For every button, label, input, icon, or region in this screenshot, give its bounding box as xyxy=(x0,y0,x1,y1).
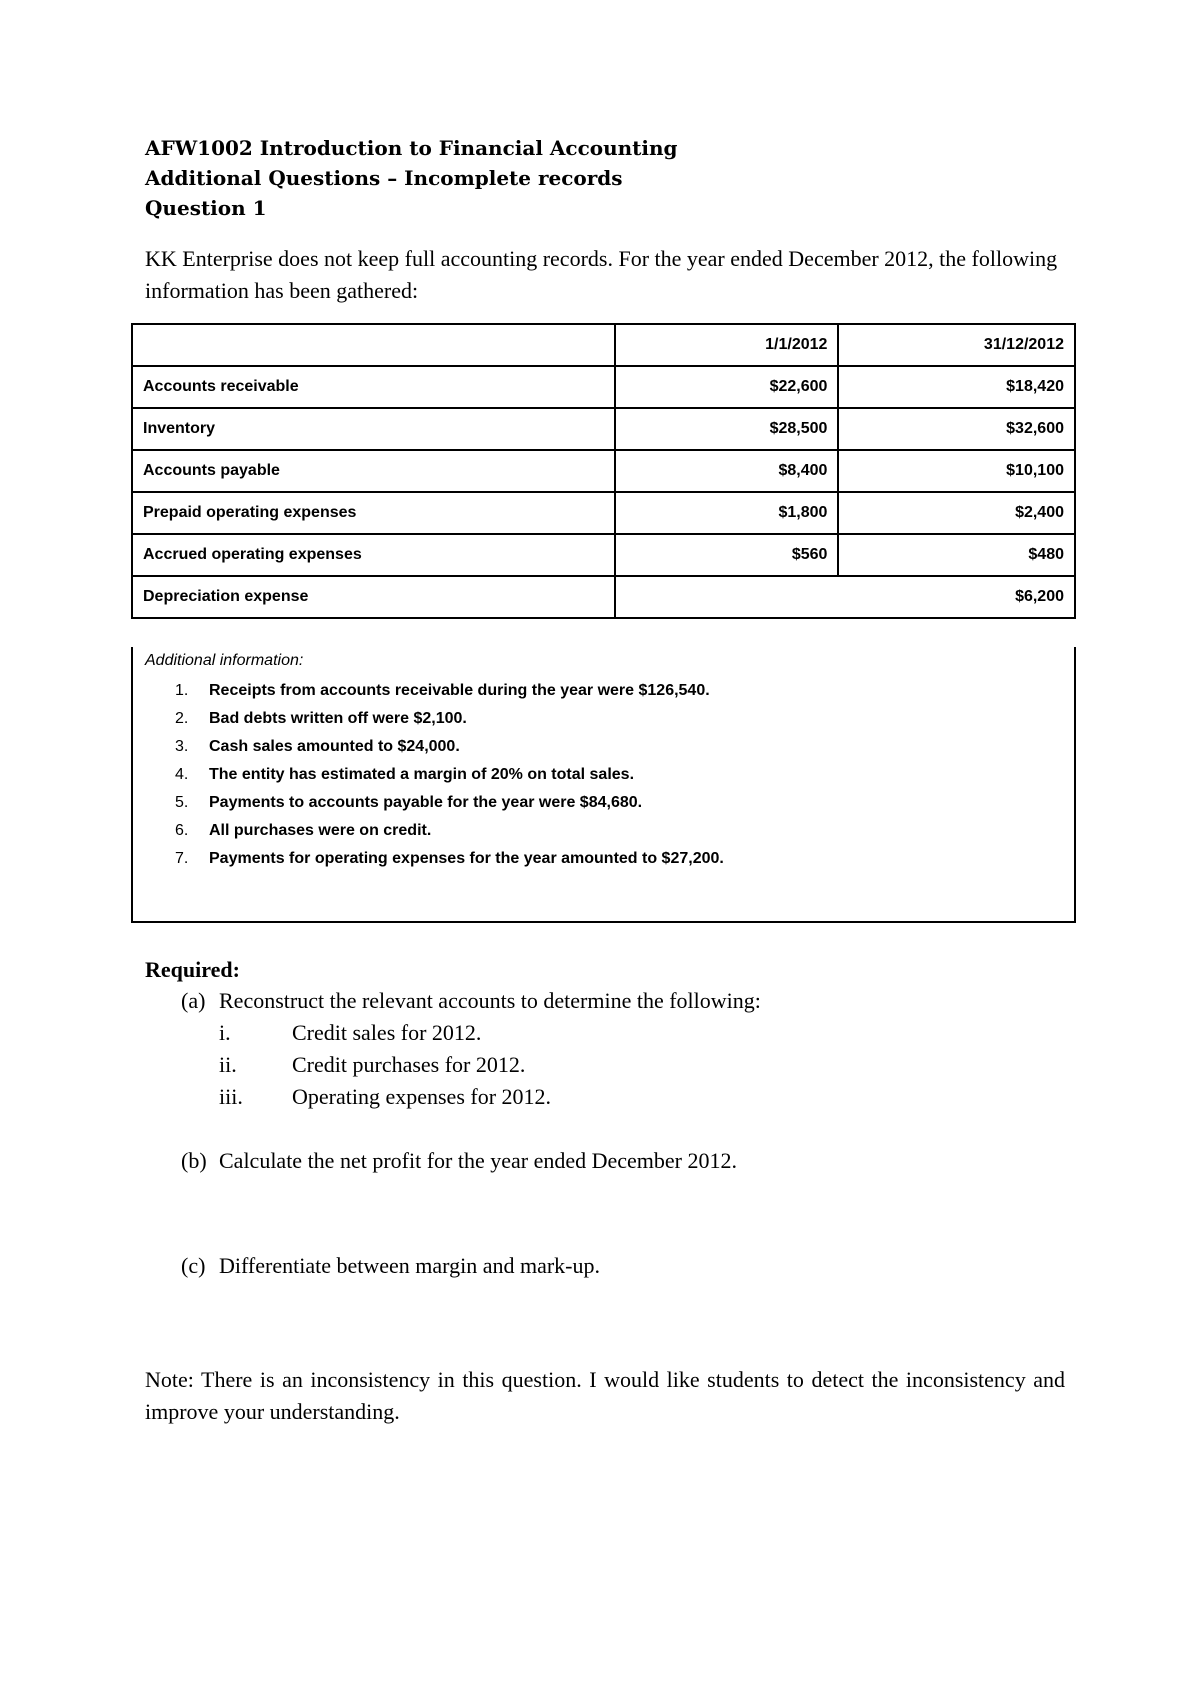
row-label: Depreciation expense xyxy=(132,576,615,618)
list-item xyxy=(175,677,724,705)
list-item xyxy=(219,1084,551,1110)
table-row xyxy=(132,576,1075,618)
list-item-text: Credit sales for 2012. xyxy=(292,1020,482,1045)
part-label: (a) xyxy=(181,988,206,1013)
list-item-number: 4. xyxy=(175,766,189,783)
part-text: Calculate the net profit for the year ended December 2012. xyxy=(219,1148,737,1173)
additional-info-box xyxy=(131,647,1076,923)
note-paragraph: Note: There is an inconsistency in this question. I would like students to detect the inconsistency and improve your understanding. xyxy=(145,1367,1065,1424)
list-item-text: Payments to accounts payable for the year were $84,680. xyxy=(209,794,643,811)
list-item-number: 5. xyxy=(175,794,189,811)
row-start-value: $8,400 xyxy=(615,450,839,492)
row-start-value: $22,600 xyxy=(615,366,839,408)
header-cell-end: 31/12/2012 xyxy=(838,324,1075,366)
intro-text: KK Enterprise does not keep full accounting records. For the year ended December 2012, the following information has been gathered: xyxy=(145,246,1058,303)
required-part-c xyxy=(181,1253,600,1279)
required-heading: Required: xyxy=(145,957,240,982)
row-end-value: $18,420 xyxy=(838,366,1075,408)
list-item xyxy=(175,789,724,817)
table-row xyxy=(132,492,1075,534)
list-item-number: 3. xyxy=(175,738,189,755)
row-label: Accounts payable xyxy=(132,450,615,492)
row-label: Accrued operating expenses xyxy=(132,534,615,576)
header-cell-blank xyxy=(132,324,615,366)
list-item-text: Credit purchases for 2012. xyxy=(292,1052,526,1077)
required-part-a xyxy=(181,988,761,1014)
additional-info-title: Additional information: xyxy=(145,652,304,669)
part-label: (c) xyxy=(181,1253,206,1278)
row-end-value: $480 xyxy=(838,534,1075,576)
list-item xyxy=(219,1020,481,1046)
table-row xyxy=(132,366,1075,408)
list-item-number: 2. xyxy=(175,710,189,727)
table-header-row xyxy=(132,324,1075,366)
list-item-text: Payments for operating expenses for the year amounted to $27,200. xyxy=(209,850,724,867)
row-end-value: $6,200 xyxy=(615,576,1075,618)
row-start-value: $560 xyxy=(615,534,839,576)
row-label: Accounts receivable xyxy=(132,366,615,408)
additional-info-list xyxy=(175,677,724,873)
table-row xyxy=(132,408,1075,450)
row-end-value: $10,100 xyxy=(838,450,1075,492)
list-item-number: ii. xyxy=(219,1052,237,1077)
subtitle: Additional Questions – Incomplete records xyxy=(145,166,623,190)
row-start-value: $28,500 xyxy=(615,408,839,450)
balances-table xyxy=(131,323,1076,619)
list-item-text: Receipts from accounts receivable during the year were $126,540. xyxy=(209,682,710,699)
list-item-number: 1. xyxy=(175,682,189,699)
list-item-number: 6. xyxy=(175,822,189,839)
list-item xyxy=(175,705,724,733)
row-end-value: $2,400 xyxy=(838,492,1075,534)
list-item-text: Cash sales amounted to $24,000. xyxy=(209,738,460,755)
part-label: (b) xyxy=(181,1148,207,1173)
row-start-value: $1,800 xyxy=(615,492,839,534)
course-title: AFW1002 Introduction to Financial Accounting xyxy=(145,136,678,160)
list-item xyxy=(175,761,724,789)
part-text: Differentiate between margin and mark-up. xyxy=(219,1253,600,1278)
required-part-b xyxy=(181,1148,737,1174)
table-row xyxy=(132,534,1075,576)
row-label: Prepaid operating expenses xyxy=(132,492,615,534)
list-item-text: Bad debts written off were $2,100. xyxy=(209,710,467,727)
header-cell-start: 1/1/2012 xyxy=(615,324,839,366)
list-item xyxy=(219,1052,525,1078)
list-item-text: The entity has estimated a margin of 20% on total sales. xyxy=(209,766,635,783)
list-item xyxy=(175,733,724,761)
list-item xyxy=(175,817,724,845)
row-end-value: $32,600 xyxy=(838,408,1075,450)
list-item xyxy=(175,845,724,873)
question-label: Question 1 xyxy=(145,196,267,220)
list-item-number: i. xyxy=(219,1020,231,1045)
part-text: Reconstruct the relevant accounts to determine the following: xyxy=(219,988,761,1013)
list-item-number: iii. xyxy=(219,1084,243,1109)
list-item-number: 7. xyxy=(175,850,189,867)
row-label: Inventory xyxy=(132,408,615,450)
list-item-text: Operating expenses for 2012. xyxy=(292,1084,552,1109)
table-row xyxy=(132,450,1075,492)
list-item-text: All purchases were on credit. xyxy=(209,822,432,839)
